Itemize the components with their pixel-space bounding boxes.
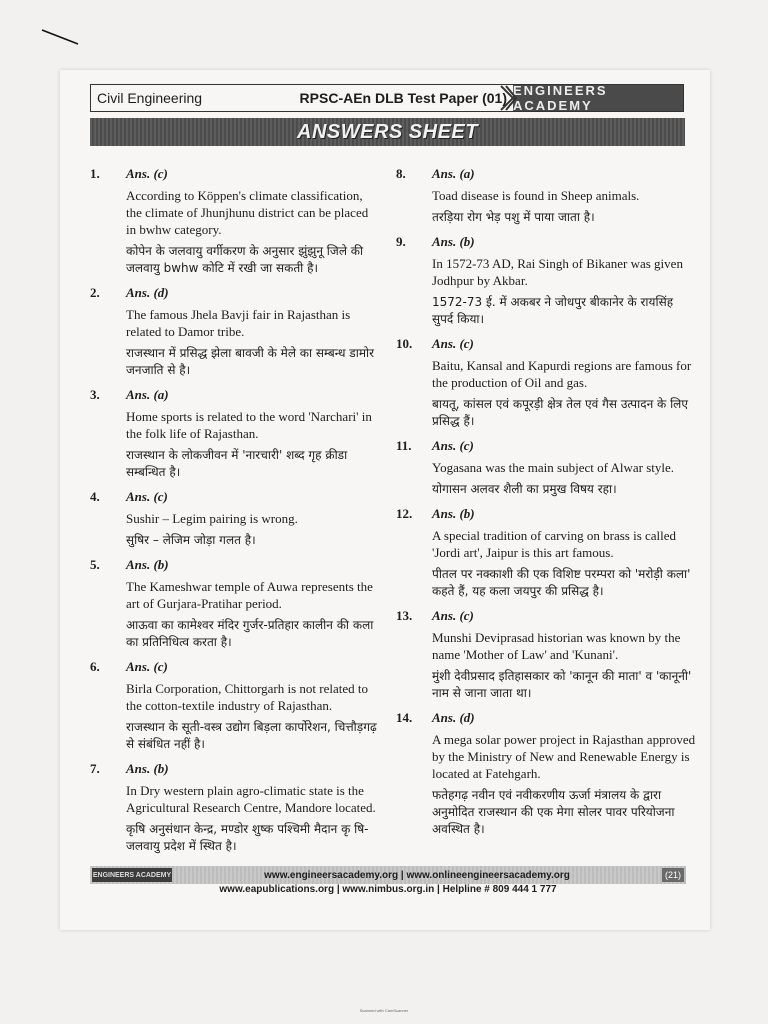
question-number: 3. xyxy=(90,387,100,402)
answer-label: Ans. (d) xyxy=(432,710,475,725)
banner-title: ANSWERS SHEET xyxy=(297,120,478,143)
question-item xyxy=(396,506,696,600)
answer-label: Ans. (a) xyxy=(432,166,475,181)
explanation-hindi: सुषिर – लेजिम जोड़ा गलत है। xyxy=(126,533,256,547)
footer-bar xyxy=(90,866,686,884)
question-number: 1. xyxy=(90,166,100,181)
question-item xyxy=(396,438,696,498)
explanation-english: Toad disease is found in Sheep animals. xyxy=(432,188,640,203)
explanation-english: Yogasana was the main subject of Alwar style. xyxy=(432,460,675,475)
question-item xyxy=(396,336,696,430)
scanner-watermark: Scanned with CamScanner xyxy=(359,1008,409,1013)
footer-logo: ENGINEERS ACADEMY xyxy=(92,868,172,882)
explanation-hindi: मुंशी देवीप्रसाद इतिहासकार को 'कानून की माता' व 'कानूनी' नाम से जाना जाता था। xyxy=(432,669,692,700)
question-item xyxy=(396,710,696,838)
answer-label: Ans. (c) xyxy=(432,608,474,623)
right-column xyxy=(396,166,696,846)
explanation-hindi: कोपेन के जलवायु वर्गीकरण के अनुसार झुंझुनू जिले की जलवायु bwhw कोटि में रखी जा सकती है। xyxy=(126,244,364,275)
question-number: 13. xyxy=(396,608,413,623)
question-item xyxy=(90,557,380,651)
question-item xyxy=(90,387,380,481)
question-item xyxy=(396,166,696,226)
explanation-hindi: 1572-73 ई. में अकबर ने जोधपुर बीकानेर के रायसिंह सुपर्द किया। xyxy=(432,295,674,326)
question-item xyxy=(90,489,380,549)
paper-title: RPSC-AEn DLB Test Paper (01) xyxy=(299,90,507,106)
explanation-english: The Kameshwar temple of Auwa represents the art of Gurjara-Pratihar period. xyxy=(126,579,373,611)
explanation-hindi: बायतू, कांसल एवं कपूरड़ी क्षेत्र तेल एवं गैस उत्पादन के लिए प्रसिद्ध हैं। xyxy=(432,397,688,428)
explanation-english: Munshi Deviprasad historian was known by the name 'Mother of Law' and 'Kunani'. xyxy=(432,630,681,662)
question-number: 4. xyxy=(90,489,100,504)
left-column xyxy=(90,166,380,863)
answer-label: Ans. (c) xyxy=(126,659,168,674)
answer-label: Ans. (b) xyxy=(432,506,475,521)
question-item xyxy=(90,166,380,277)
question-number: 5. xyxy=(90,557,100,572)
answers-banner xyxy=(90,118,685,146)
explanation-english: In Dry western plain agro-climatic state is the Agricultural Research Centre, Mandore located. xyxy=(126,783,376,815)
explanation-english: Sushir – Legim pairing is wrong. xyxy=(126,511,298,526)
question-number: 6. xyxy=(90,659,100,674)
brand-logo xyxy=(513,85,683,111)
answer-label: Ans. (b) xyxy=(126,761,169,776)
subject-label: Civil Engineering xyxy=(97,90,203,106)
footer-websites: www.engineersacademy.org | www.onlineengineersacademy.org xyxy=(264,869,570,881)
question-number: 14. xyxy=(396,710,413,725)
explanation-hindi: तरड़िया रोग भेड़ पशु में पाया जाता है। xyxy=(432,210,595,224)
footer-helpline: www.eapublications.org | www.nimbus.org.in | Helpline # 809 444 1 777 xyxy=(219,884,557,895)
explanation-hindi: राजस्थान में प्रसिद्ध झेला बावजी के मेले का सम्बन्ध डामोर जनजाति से है। xyxy=(126,346,375,377)
answer-label: Ans. (b) xyxy=(126,557,169,572)
question-item xyxy=(90,761,380,855)
answer-label: Ans. (c) xyxy=(432,438,474,453)
explanation-english: The famous Jhela Bavji fair in Rajasthan is related to Damor tribe. xyxy=(126,307,351,339)
question-number: 7. xyxy=(90,761,100,776)
pen-mark xyxy=(40,24,80,48)
brand-name: ENGINEERS ACADEMY xyxy=(513,83,608,113)
question-item xyxy=(396,608,696,702)
answer-label: Ans. (c) xyxy=(126,489,168,504)
explanation-english: According to Köppen's climate classification, the climate of Jhunjhunu district can be placed in bwhw category. xyxy=(126,188,369,237)
answer-label: Ans. (c) xyxy=(432,336,474,351)
answer-label: Ans. (c) xyxy=(126,166,168,181)
explanation-hindi: फतेहगढ़ नवीन एवं नवीकरणीय ऊर्जा मंत्रालय के द्वारा अनुमोदित राजस्थान की एक मेगा सोलर पावर परियोजना अवस्थित है। xyxy=(432,788,675,836)
explanation-hindi: कृषि अनुसंधान केन्द्र, मण्डोर शुष्क पश्चिमी मैदान कृ षि-जलवायु प्रदेश में स्थित है। xyxy=(126,822,369,853)
explanation-hindi: राजस्थान के लोकजीवन में 'नारचारी' शब्द गृह क्रीडा सम्बन्धित है। xyxy=(126,448,348,479)
question-item xyxy=(90,285,380,379)
question-number: 9. xyxy=(396,234,406,249)
explanation-hindi: पीतल पर नक्काशी की एक विशिष्ट परम्परा को 'मरोड़ी कला' कहते हैं, यह कला जयपुर की प्रसिद्ध है। xyxy=(432,567,691,598)
question-item xyxy=(396,234,696,328)
explanation-hindi: योगासन अलवर शैली का प्रमुख विषय रहा। xyxy=(432,482,617,496)
answer-sheet-page xyxy=(60,70,710,930)
page-header xyxy=(90,84,684,112)
question-number: 2. xyxy=(90,285,100,300)
chevron-icon xyxy=(499,85,517,111)
question-number: 11. xyxy=(396,438,412,453)
question-item xyxy=(90,659,380,753)
explanation-english: In 1572-73 AD, Rai Singh of Bikaner was given Jodhpur by Akbar. xyxy=(432,256,683,288)
explanation-english: Birla Corporation, Chittorgarh is not related to the cotton-textile industry of Rajasthan. xyxy=(126,681,369,713)
answer-label: Ans. (d) xyxy=(126,285,169,300)
explanation-english: Home sports is related to the word 'Narchari' in the folk life of Rajasthan. xyxy=(126,409,372,441)
page-number: (21) xyxy=(662,868,684,882)
question-number: 12. xyxy=(396,506,413,521)
answer-label: Ans. (b) xyxy=(432,234,475,249)
answer-label: Ans. (a) xyxy=(126,387,169,402)
explanation-hindi: राजस्थान के सूती-वस्त्र उद्योग बिड़ला कार्पोरेशन, चित्तौड़गढ़ से संबंधित नहीं है। xyxy=(126,720,377,751)
question-number: 8. xyxy=(396,166,406,181)
explanation-english: A special tradition of carving on brass is called 'Jordi art', Jaipur is this art famous. xyxy=(432,528,677,560)
explanation-hindi: आऊवा का कामेश्वर मंदिर गुर्जर-प्रतिहार कालीन की कला का प्रतिनिधित्व करता है। xyxy=(126,618,374,649)
explanation-english: Baitu, Kansal and Kapurdi regions are famous for the production of Oil and gas. xyxy=(432,358,692,390)
explanation-english: A mega solar power project in Rajasthan approved by the Ministry of New and Renewable Energy is located at Fatehgarh. xyxy=(432,732,696,781)
question-number: 10. xyxy=(396,336,413,351)
